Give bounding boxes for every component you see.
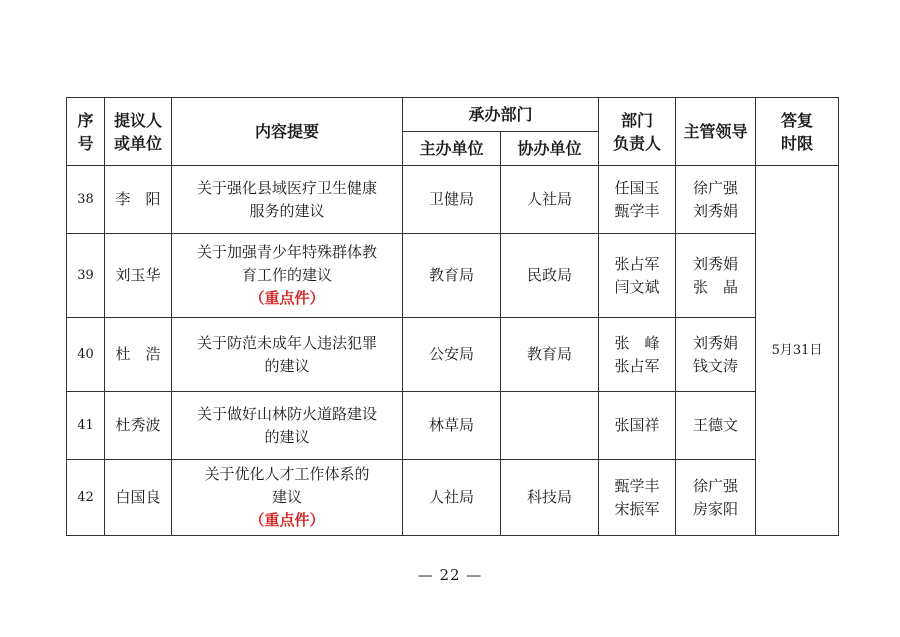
row-dept-head: 张国祥 (599, 392, 676, 460)
header-proposer: 提议人 或单位 (105, 98, 172, 166)
row-number: 39 (67, 234, 105, 318)
row-proposer: 白国良 (105, 460, 172, 536)
row-dept-head: 甄学丰 宋振军 (599, 460, 676, 536)
row-main-unit: 教育局 (403, 234, 501, 318)
row-content: 关于加强青少年特殊群体教 育工作的建议 （重点件） (172, 234, 403, 318)
row-number: 41 (67, 392, 105, 460)
row-leader: 王德文 (676, 392, 756, 460)
table-row (67, 166, 839, 234)
row-proposer: 李 阳 (105, 166, 172, 234)
key-item-tag: （重点件） (249, 511, 325, 529)
row-dept-head: 张 峰 张占军 (599, 318, 676, 392)
row-proposer: 刘玉华 (105, 234, 172, 318)
header-deadline: 答复 时限 (756, 98, 839, 166)
row-main-unit: 公安局 (403, 318, 501, 392)
header-seq: 序 号 (67, 98, 105, 166)
page-number: — 22 — (417, 566, 483, 584)
key-item-tag: （重点件） (249, 289, 325, 307)
row-number: 42 (67, 460, 105, 536)
header-assist-unit: 协办单位 (501, 132, 599, 166)
header-leader: 主管领导 (676, 98, 756, 166)
row-number: 40 (67, 318, 105, 392)
row-content: 关于优化人才工作体系的 建议 （重点件） (172, 460, 403, 536)
header-main-unit: 主办单位 (403, 132, 501, 166)
row-proposer: 杜 浩 (105, 318, 172, 392)
deadline-cell: 5月31日 (756, 166, 839, 536)
row-main-unit: 人社局 (403, 460, 501, 536)
header-dept-head: 部门 负责人 (599, 98, 676, 166)
row-assist-unit: 民政局 (501, 234, 599, 318)
row-number: 38 (67, 166, 105, 234)
row-main-unit: 卫健局 (403, 166, 501, 234)
row-content: 关于强化县域医疗卫生健康 服务的建议 (172, 166, 403, 234)
row-leader: 刘秀娟 钱文涛 (676, 318, 756, 392)
row-content: 关于做好山林防火道路建设 的建议 (172, 392, 403, 460)
header-content: 内容提要 (172, 98, 403, 166)
row-assist-unit: 教育局 (501, 318, 599, 392)
header-row-1 (67, 98, 839, 132)
row-assist-unit: 人社局 (501, 166, 599, 234)
row-dept-head: 张占军 闫文斌 (599, 234, 676, 318)
row-leader: 徐广强 房家阳 (676, 460, 756, 536)
row-assist-unit: 科技局 (501, 460, 599, 536)
table-row (67, 234, 839, 318)
table-row (67, 392, 839, 460)
table-row (67, 318, 839, 392)
row-assist-unit (501, 392, 599, 460)
row-proposer: 杜秀波 (105, 392, 172, 460)
row-dept-head: 任国玉 甄学丰 (599, 166, 676, 234)
row-content: 关于防范未成年人违法犯罪 的建议 (172, 318, 403, 392)
table-row (67, 460, 839, 536)
row-leader: 徐广强 刘秀娟 (676, 166, 756, 234)
proposal-table (66, 97, 839, 536)
row-leader: 刘秀娟 张 晶 (676, 234, 756, 318)
row-main-unit: 林草局 (403, 392, 501, 460)
header-undertake: 承办部门 (403, 98, 599, 132)
